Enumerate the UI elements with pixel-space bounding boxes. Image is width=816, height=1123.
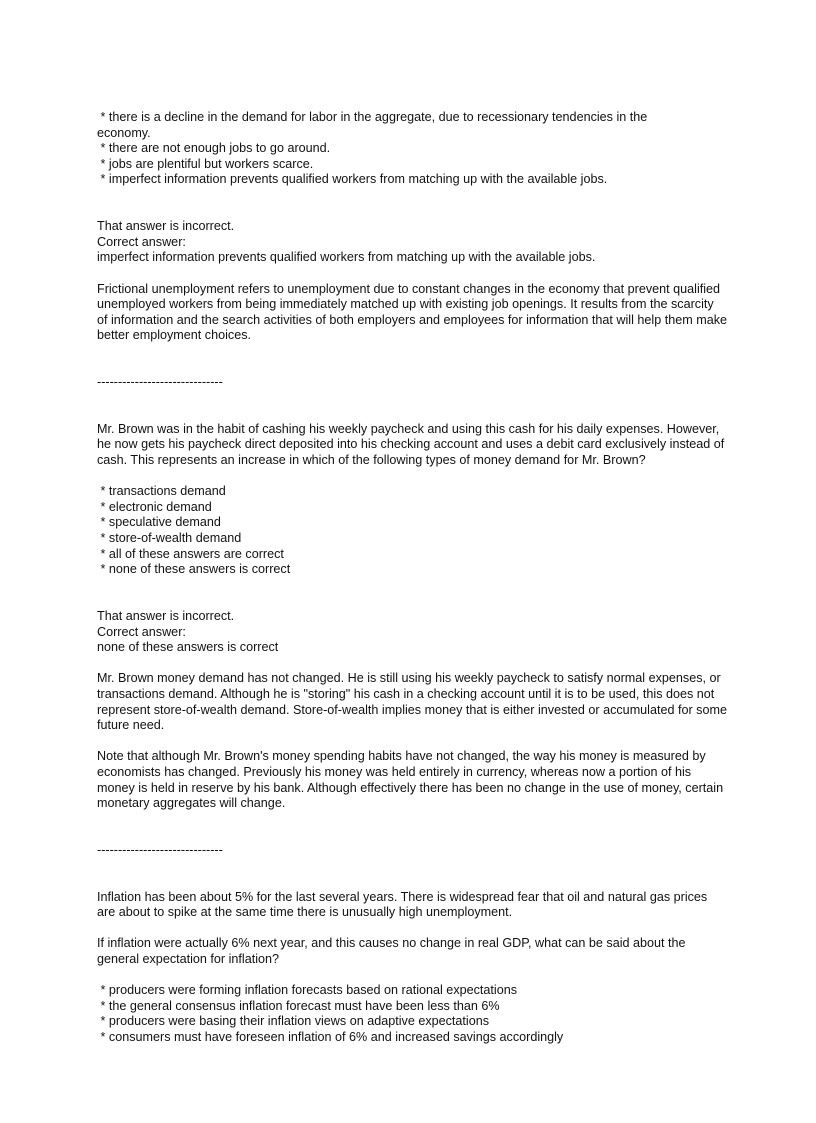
- q1-correct-label: Correct answer:: [97, 234, 186, 249]
- q2-correct-answer: none of these answers is correct: [97, 640, 279, 655]
- q1-correct-answer: imperfect information prevents qualified workers from matching up with the available jobs.: [97, 250, 596, 265]
- q1-option-3: * jobs are plentiful but workers scarce.: [97, 156, 314, 171]
- q2-option-6: * none of these answers is correct: [97, 562, 291, 577]
- q2-correct-label: Correct answer:: [97, 624, 186, 639]
- q3-question: If inflation were actually 6% next year, and this causes no change in real GDP, what can be said about the general expectation for inflation?: [97, 936, 686, 967]
- q1-result: That answer is incorrect.: [97, 219, 235, 234]
- q1-options: [97, 110, 727, 188]
- q2-result: That answer is incorrect.: [97, 609, 235, 623]
- q3-option-4: * consumers must have foreseen inflation of 6% and increased savings accordingly: [97, 1030, 564, 1045]
- q3-option-1: * producers were forming inflation forecasts based on rational expectations: [97, 983, 518, 998]
- q3-option-3: * producers were basing their inflation views on adaptive expectations: [97, 1014, 490, 1029]
- q3-intro: Inflation has been about 5% for the last several years. There is widespread fear that oil and natural gas prices are about to spike at the same time there is unusually high unemployment.: [97, 889, 708, 920]
- q1-explanation: Frictional unemployment refers to unemployment due to constant changes in the economy that prevent qualified unemployed workers from being immediately matched up with existing job openings. It results from the scarcity of information and the search activities of both employers and employees for information that will help them make better employment choices.: [97, 281, 728, 343]
- q2-option-1: * transactions demand: [97, 484, 226, 499]
- q2-option-4: * store-of-wealth demand: [97, 531, 242, 546]
- q2-question: Mr. Brown was in the habit of cashing his weekly paycheck and using this cash for his daily expenses. However, he now gets his paycheck direct deposited into his checking account and uses a debit card exclusively instead of cash. This represents an increase in which of the following types of money demand for Mr. Brown?: [97, 421, 725, 468]
- q2-option-5: * all of these answers are correct: [97, 546, 284, 561]
- q1-option-1: * there is a decline in the demand for labor in the aggregate, due to recessionary tendencies in the economy.: [97, 110, 648, 140]
- q2-option-2: * electronic demand: [97, 499, 212, 514]
- q1-option-4: * imperfect information prevents qualified workers from matching up with the available jobs.: [97, 172, 608, 187]
- separator-2: ------------------------------: [97, 842, 223, 857]
- q1-option-2: * there are not enough jobs to go around.: [97, 141, 331, 156]
- document-page: [97, 110, 727, 1046]
- q2-option-3: * speculative demand: [97, 515, 221, 530]
- separator-1: ------------------------------: [97, 375, 223, 390]
- q2-options: [97, 484, 727, 578]
- q2-explanation-1: Mr. Brown money demand has not changed. He is still using his weekly paycheck to satisfy normal expenses, or transactions demand. Although he is "storing" his cash in a checking account until it is to be used, this does not represent store-of-wealth demand. Store-of-wealth implies money that is either invested or accumulated for some future need.: [97, 671, 727, 733]
- q3-options: [97, 983, 727, 1045]
- q2-explanation-2: Note that although Mr. Brown's money spending habits have not changed, the way his money is measured by economists has changed. Previously his money was held entirely in currency, whereas now a portion of his money is held in reserve by his bank. Although effectively there has been no change in the use of money, certain monetary aggregates will change.: [97, 749, 724, 811]
- q3-option-2: * the general consensus inflation forecast must have been less than 6%: [97, 998, 500, 1013]
